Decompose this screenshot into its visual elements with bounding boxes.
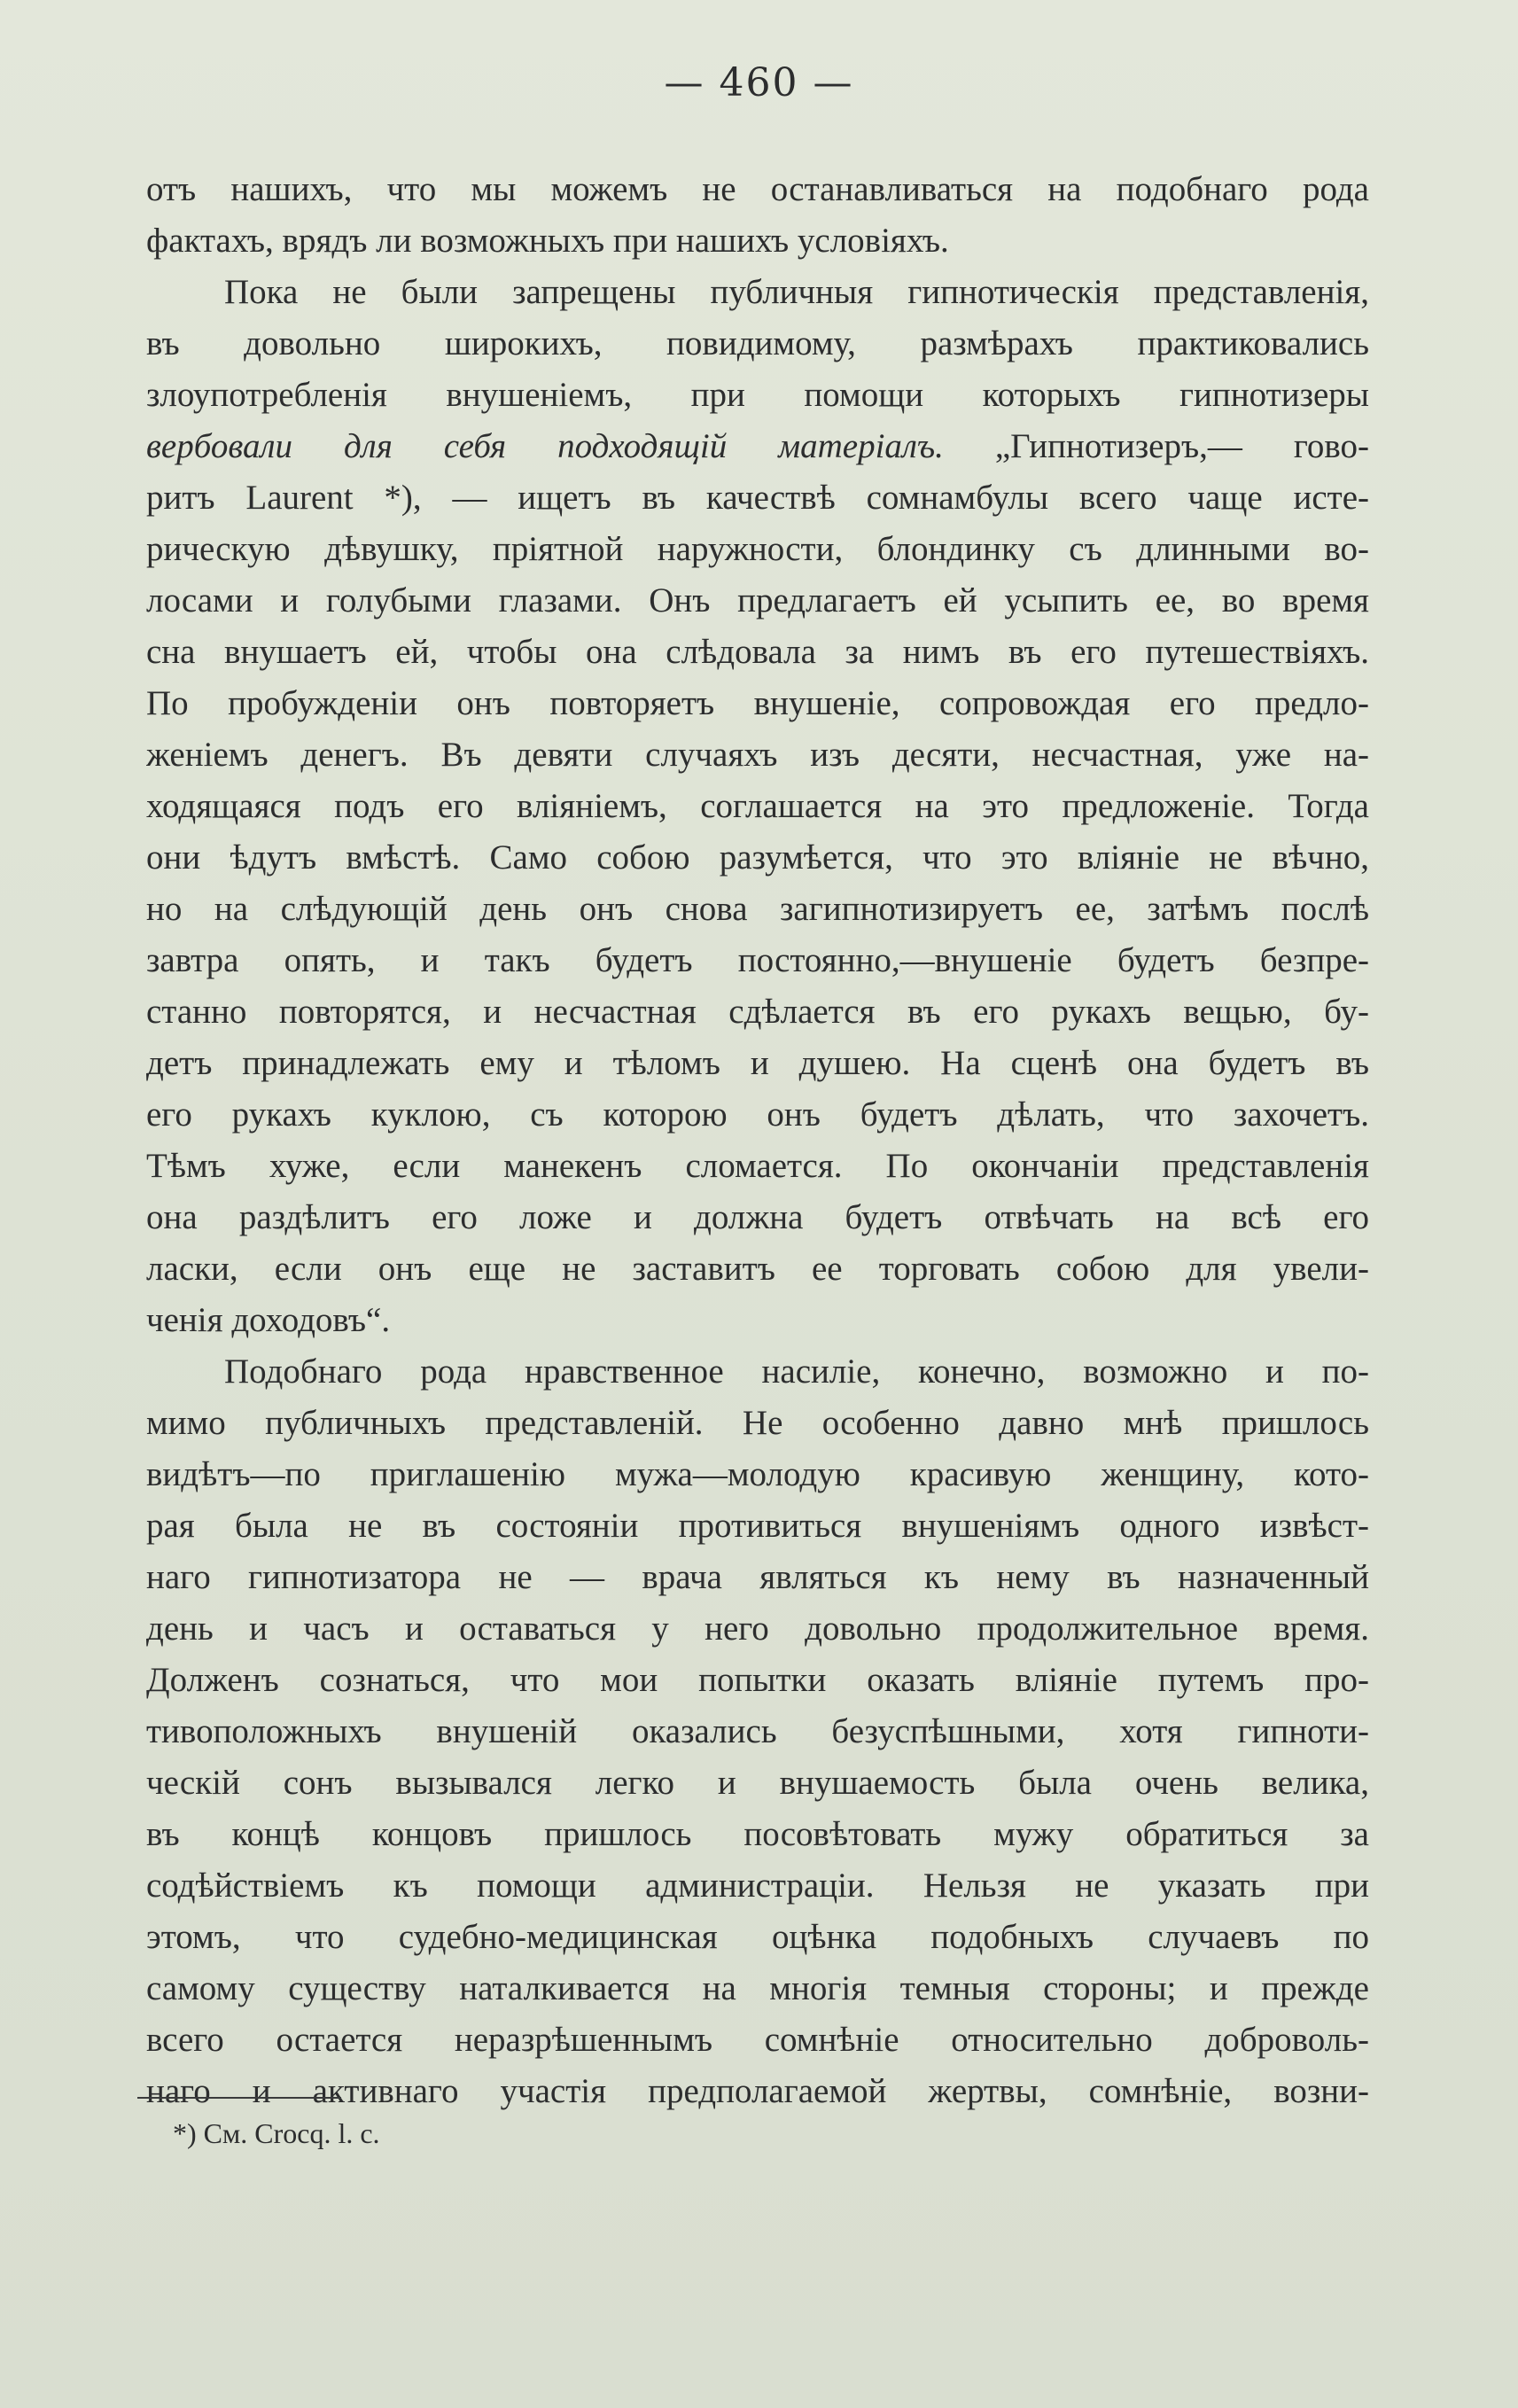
text-line: день и часъ и оставаться у него довольно продолжительное время. [146,1609,1369,1648]
text-line: всего остается неразрѣшеннымъ сомнѣніе относительно доброволь- [146,2021,1369,2059]
text-line: рическую дѣвушку, пріятной наружности, блондинку съ длинными во- [146,530,1369,568]
text-line: наго гипнотизатора не — врача являться къ нему въ назначенный [146,1558,1369,1596]
text-line: Пока не были запрещены публичныя гипнотическія представленія, [224,273,1369,311]
text-line: содѣйствіемъ къ помощи администраціи. Нельзя не указать при [146,1866,1369,1905]
text-line: сна внушаетъ ей, чтобы она слѣдовала за нимъ въ его путешествіяхъ. [146,633,1369,671]
text-line: ченія доходовъ“. [146,1301,391,1339]
text-line: самому существу наталкивается на многія темныя стороны; и прежде [146,1969,1369,2007]
text-line: По пробужденіи онъ повторяетъ внушеніе, сопровождая его предло- [146,684,1369,722]
text-line: его рукахъ куклою, съ которою онъ будетъ дѣлать, что захочетъ. [146,1095,1369,1134]
text-line: наго и активнаго участія предполагаемой жертвы, сомнѣніе, возни- [146,2072,1369,2110]
text-line-with-italic [146,422,1369,471]
text-line: она раздѣлитъ его ложе и должна будетъ отвѣчать на всѣ его [146,1198,1369,1236]
text-line: видѣтъ—по приглашенію мужа—молодую красивую женщину, кото- [146,1455,1369,1493]
text-line: они ѣдутъ вмѣстѣ. Само собою разумѣется, что это вліяніе не вѣчно, [146,838,1369,877]
text-line: завтра опять, и такъ будетъ постоянно,—внушеніе будетъ безпре- [146,941,1369,979]
text-line: злоупотребленія внушеніемъ, при помощи которыхъ гипнотизеры [146,376,1369,414]
text-line: Тѣмъ хуже, если манекенъ сломается. По окончаніи представленія [146,1147,1369,1185]
text-line: въ концѣ концовъ пришлось посовѣтовать мужу обратиться за [146,1815,1369,1853]
line-remainder: „Гипнотизеръ,— гово- [943,427,1369,465]
text-line: Долженъ сознаться, что мои попытки оказать вліяніе путемъ про- [146,1661,1369,1699]
footnote-divider [137,2097,341,2099]
text-line: этомъ, что судебно-медицинская оцѣнка подобныхъ случаевъ по [146,1918,1369,1956]
footnote: *) См. Crocq. l. c. [173,2117,380,2149]
text-line: женіемъ денегъ. Въ девяти случаяхъ изъ десяти, несчастная, уже на- [146,736,1369,774]
text-line: мимо публичныхъ представленій. Не особенно давно мнѣ пришлось [146,1404,1369,1442]
text-line: ласки, если онъ еще не заставитъ ее торговать собою для увели- [146,1250,1369,1288]
text-line: отъ нашихъ, что мы можемъ не останавливаться на подобнаго рода [146,170,1369,208]
text-line: рая была не въ состояніи противиться внушеніямъ одного извѣст- [146,1507,1369,1545]
text-line: ческій сонъ вызывался легко и внушаемость была очень велика, [146,1764,1369,1802]
text-line: Подобнаго рода нравственное насиліе, конечно, возможно и по- [224,1352,1369,1391]
text-line: станно повторятся, и несчастная сдѣлается въ его рукахъ вещью, бу- [146,993,1369,1031]
text-line: детъ принадлежать ему и тѣломъ и душею. На сценѣ она будетъ въ [146,1044,1369,1082]
text-line: фактахъ, врядъ ли возможныхъ при нашихъ условіяхъ. [146,222,949,260]
text-line: лосами и голубыми глазами. Онъ предлагаетъ ей усыпить ее, во время [146,581,1369,620]
text-line: въ довольно широкихъ, повидимому, размѣрахъ практиковались [146,324,1369,362]
text-line: ходящаяся подъ его вліяніемъ, соглашается на это предложеніе. Тогда [146,787,1369,825]
text-line: ритъ Laurent *), — ищетъ въ качествѣ сомнамбулы всего чаще исте- [146,479,1369,517]
text-line: но на слѣдующій день онъ снова загипнотизируетъ ее, затѣмъ послѣ [146,890,1369,928]
italic-phrase: вербовали для себя подходящій матеріалъ. [146,427,944,465]
page-number: — 460 — [664,60,854,105]
text-line: тивоположныхъ внушеній оказались безуспѣшными, хотя гипноти- [146,1712,1369,1750]
